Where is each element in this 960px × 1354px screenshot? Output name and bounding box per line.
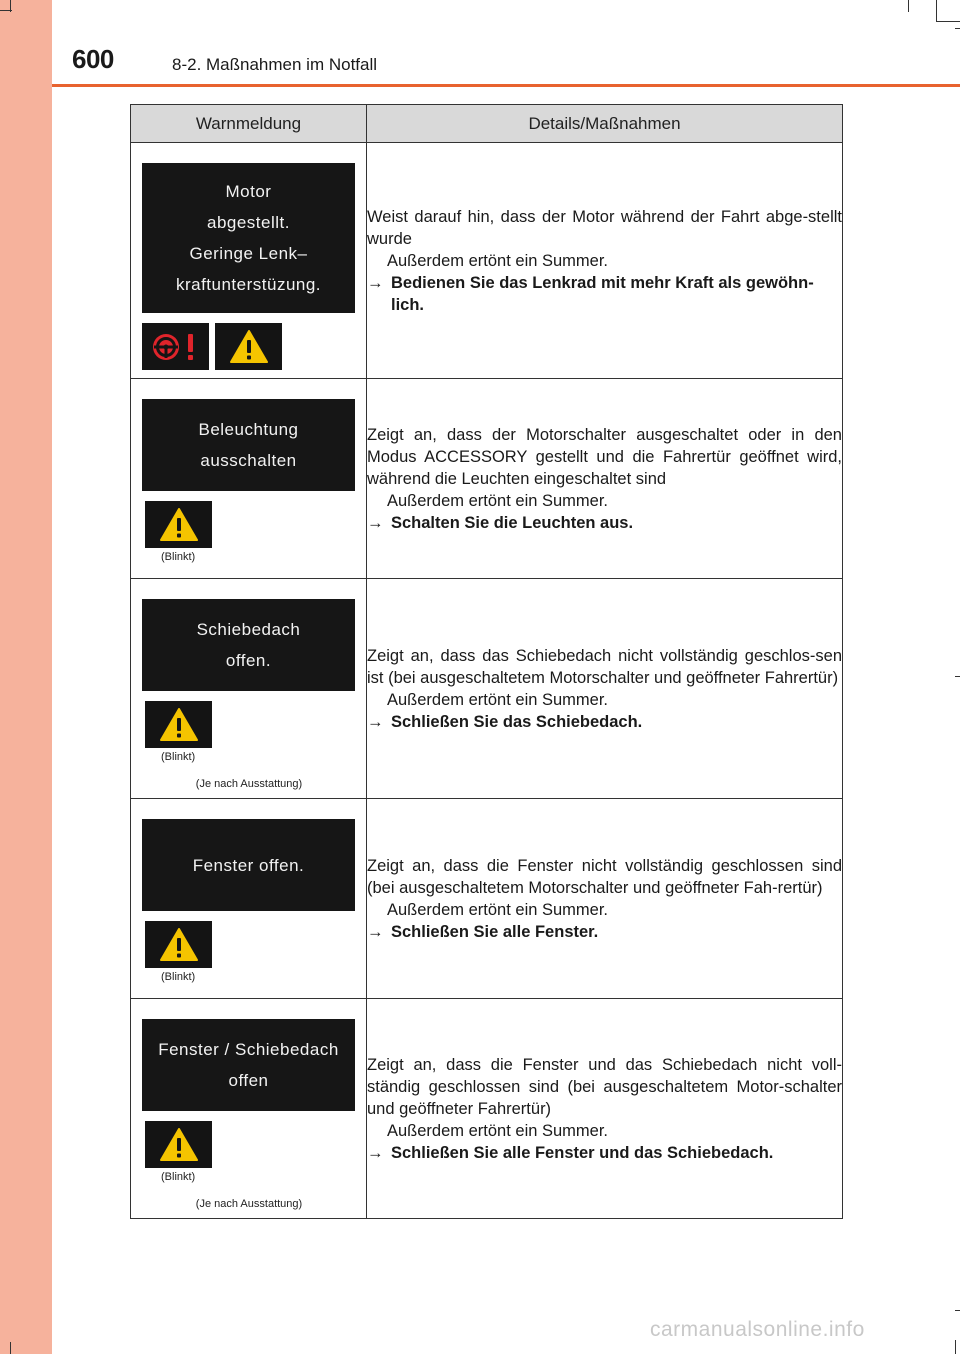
warning-table	[130, 104, 843, 1219]
details-text: Zeigt an, dass die Fenster nicht vollständig geschlossen sind (bei ausgeschaltetem Motorschalter und geöffneter Fah-rertür)	[367, 856, 842, 897]
details-text: Zeigt an, dass das Schiebedach nicht vollständig geschlos-sen ist (bei ausgeschaltetem Motorschalter und geöffneter Fahrertür)	[367, 646, 842, 687]
display-message: Fenster / Schiebedach offen	[142, 1019, 355, 1111]
details-cell	[367, 999, 843, 1219]
display-message: Beleuchtung ausschalten	[142, 399, 355, 491]
crop-mark	[936, 0, 937, 22]
display-message: Schiebedach offen.	[142, 599, 355, 691]
arrow-right-icon: →	[367, 513, 384, 532]
details-cell	[367, 799, 843, 999]
table-row	[131, 999, 843, 1219]
column-header-details: Details/Maßnahmen	[367, 105, 843, 143]
crop-mark	[955, 1340, 956, 1354]
warning-cell	[131, 379, 367, 579]
header-rule	[52, 84, 960, 87]
warning-triangle-icon	[145, 501, 212, 548]
equipment-note: (Je nach Ausstattung)	[195, 1198, 303, 1210]
crop-mark	[955, 28, 960, 29]
arrow-right-icon: →	[367, 922, 384, 941]
arrow-right-icon: →	[367, 712, 384, 731]
warning-triangle-icon	[145, 701, 212, 748]
extra-info: Außerdem ertönt ein Summer.	[387, 900, 609, 919]
warning-triangle-icon	[145, 1121, 212, 1168]
table-row	[131, 143, 843, 379]
details-text: Zeigt an, dass die Fenster und das Schiebedach nicht voll-ständig geschlossen sind (bei ausgeschaltetem Motor-schalter und geöffneter Fahrertür)	[367, 1055, 842, 1118]
crop-mark	[955, 676, 960, 677]
crop-mark	[0, 10, 12, 11]
warning-triangle-icon	[145, 921, 212, 968]
action-text: → Schließen Sie alle Fenster.	[367, 922, 599, 941]
table-row	[131, 579, 843, 799]
display-message: Motor abgestellt. Geringe Lenk– kraftunterstüzung.	[142, 163, 355, 313]
crop-mark	[908, 0, 909, 12]
display-message: Fenster offen.	[142, 819, 355, 911]
blink-label: (Blinkt)	[161, 551, 196, 563]
equipment-note: (Je nach Ausstattung)	[195, 778, 303, 790]
blink-label: (Blinkt)	[161, 1171, 196, 1183]
extra-info: Außerdem ertönt ein Summer.	[387, 251, 609, 270]
details-text: Weist darauf hin, dass der Motor während der Fahrt abge-stellt wurde	[367, 207, 842, 248]
table-row	[131, 379, 843, 579]
crop-mark	[10, 1342, 11, 1354]
details-cell	[367, 143, 843, 379]
action-text: → Schließen Sie das Schiebedach.	[367, 712, 643, 731]
warning-cell	[131, 579, 367, 799]
page-number: 600	[72, 44, 114, 74]
blink-label: (Blinkt)	[161, 751, 196, 763]
action-text: → Schließen Sie alle Fenster und das Schiebedach.	[367, 1143, 774, 1162]
warning-triangle-icon	[215, 323, 282, 370]
warning-cell	[131, 799, 367, 999]
table-header-row	[131, 105, 843, 143]
details-cell	[367, 379, 843, 579]
details-text: Zeigt an, dass der Motorschalter ausgeschaltet oder in den Modus ACCESSORY gestellt und die Fahrertür geöffnet wird, während die Leuchten eingeschaltet sind	[367, 425, 842, 488]
steering-warning-icon	[142, 323, 209, 370]
arrow-right-icon: →	[367, 273, 384, 292]
action-text: → Schalten Sie die Leuchten aus.	[367, 513, 634, 532]
column-header-warning: Warnmeldung	[131, 105, 367, 143]
watermark: carmanualsonline.info	[650, 1318, 865, 1341]
extra-info: Außerdem ertönt ein Summer.	[387, 1121, 609, 1140]
extra-info: Außerdem ertönt ein Summer.	[387, 690, 609, 709]
crop-mark	[936, 21, 960, 22]
crop-mark	[955, 1310, 960, 1311]
warning-cell	[131, 999, 367, 1219]
table-row	[131, 799, 843, 999]
extra-info: Außerdem ertönt ein Summer.	[387, 491, 609, 510]
side-margin-strip	[0, 0, 52, 1354]
arrow-right-icon: →	[367, 1143, 384, 1162]
action-text: → Bedienen Sie das Lenkrad mit mehr Kraft als gewöhn-lich.	[367, 273, 814, 314]
section-title: 8-2. Maßnahmen im Notfall	[172, 55, 378, 74]
warning-cell	[131, 143, 367, 379]
details-cell	[367, 579, 843, 799]
blink-label: (Blinkt)	[161, 971, 196, 983]
